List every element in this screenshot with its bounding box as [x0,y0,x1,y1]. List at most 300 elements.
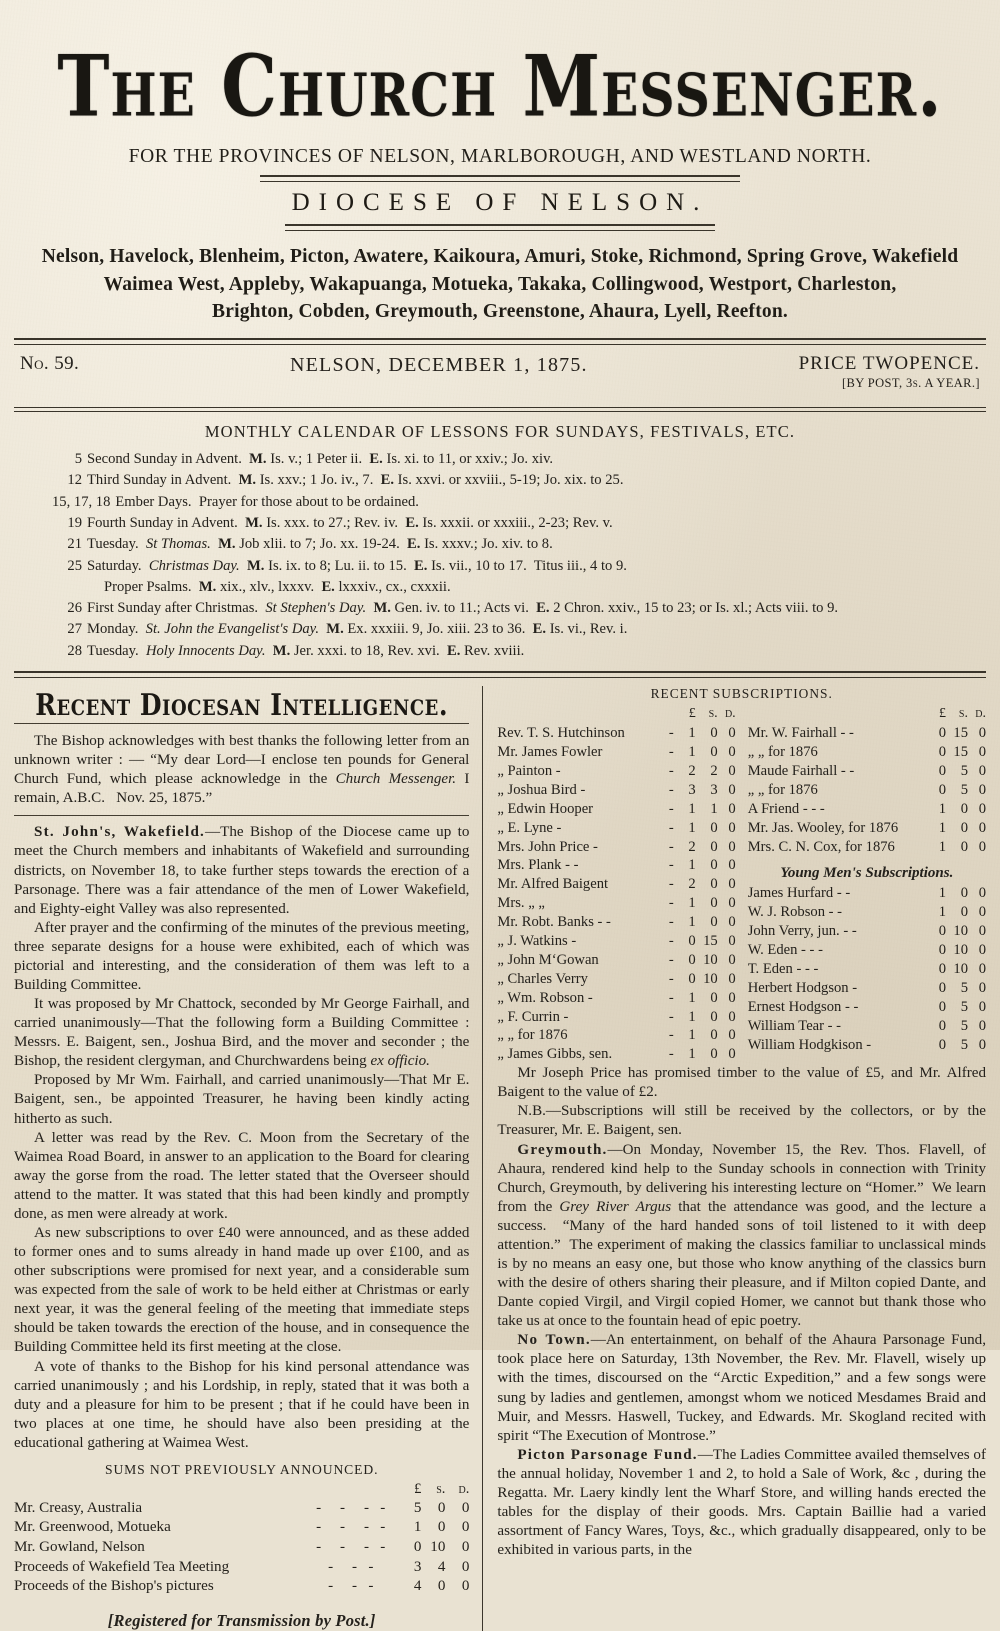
calendar-text: Fourth Sunday in Advent. M. Is. xxx. to 27.; Rev. iv. E. Is. xxxii. or xxxiii., 2-23; Rev. v. [87,514,613,531]
subs-pounds: 0 [688,951,696,968]
subs-header-row-2 [748,705,986,724]
issue-divider [14,407,986,412]
subs-col-pence: d. [724,706,736,722]
subs-pounds: 1 [688,857,696,874]
ym-shillings: 0 [960,904,968,921]
ym-pounds: 0 [938,942,946,959]
sums-heading-row [14,1462,469,1478]
subs-pence: 0 [728,838,736,855]
wakefield-para-1: —The Bishop of the Diocese came up to meet the Church members and inhabitants of Wakefield and surrounding districts, on November 18, to take further steps towards the erection of a Parsonage. There was a fair attendance of the men of Lower Wakefield, and Eighty-eight Valley was also represented. [14,824,470,917]
locality-line: Nelson, Havelock, Blenheim, Picton, Awatere, Kaikoura, Amuri, Stoke, Richmond, Spring Grove, Wakefield [41,246,959,267]
young-mens-table [748,884,986,1054]
subs-pence: 0 [728,932,736,949]
subs-pounds: 1 [688,1008,696,1025]
subs-pounds: 0 [688,932,696,949]
ym-name: James Hurfard - - [747,885,851,902]
ym-shillings: 0 [960,885,968,902]
table-row [748,743,986,762]
ym-name: John Verry, jun. - - [747,923,857,940]
issue-number: No. 59. [20,353,80,375]
calendar-row [52,619,986,640]
subs-pence: 0 [728,762,736,779]
table-row [497,894,735,913]
subs-leader: - [668,951,674,968]
subs2-col-pence: d. [975,706,986,722]
table-row [748,819,986,838]
subs-shillings: 5 [960,781,968,798]
sums-pence: 0 [461,1558,470,1575]
subs-name: „ „ for 1876 [747,744,818,761]
subs-shillings: 0 [960,838,968,855]
sums-pounds: 0 [413,1538,422,1555]
table-row [748,979,986,998]
subs-shillings: 0 [960,800,968,817]
calendar-text: Proper Psalms. M. xix., xlv., lxxxv. E. lxxxiv., cx., cxxxii. [104,578,451,595]
subs-name: Mrs. Plank - - [497,857,579,874]
masthead-divider-1 [260,175,740,182]
subs-col-pounds: £ [688,706,696,722]
subs-leader: - [668,838,674,855]
picton-article [497,1446,986,1560]
calendar-text: Saturday. Christmas Day. M. Is. ix. to 8; Lu. ii. to 15. E. Is. vii., 10 to 17. Titus iii., 4 to 9. [87,557,627,574]
sums-shillings: 10 [430,1538,446,1555]
table-row [748,838,986,857]
sums-leader: - - - - [316,1538,386,1555]
subscriptions-heading: RECENT SUBSCRIPTIONS. [650,686,833,702]
subs-pence: 0 [728,951,736,968]
calendar-day: 26 [67,600,82,617]
subs-leader: - [668,781,674,798]
subs-header-row [497,705,735,724]
table-row [497,762,735,781]
subs-leader: - [668,762,674,779]
subs-shillings: 0 [710,1027,718,1044]
subs-pounds: 1 [938,838,946,855]
sums-pounds: 5 [413,1499,422,1516]
subs-shillings: 3 [710,781,718,798]
sums-pounds: 1 [413,1519,422,1536]
subs-pounds: 1 [688,800,696,817]
ym-pence: 0 [978,960,986,977]
wakefield-para-5: A letter was read by the Rev. C. Moon from the Secretary of the Waimea Road Board, in answer to an application to the Board for clearing away the gorse from the road. The letter stated that the Overseer should attend to the matter. It was stated that this had been kindly and promptly done, as men were already at work. [14,1129,470,1222]
subs-leader: - [668,989,674,1006]
subs-shillings: 0 [710,857,718,874]
subs-pence: 0 [978,725,986,742]
left-section-rule [14,815,469,816]
sums-name: Mr. Creasy, Australia [14,1499,143,1516]
table-row [748,903,986,922]
calendar-row [52,598,986,619]
subs-pounds: 0 [938,725,946,742]
body-columns [14,686,986,1631]
subs-pence: 0 [728,744,736,761]
table-row [497,838,735,857]
wakefield-heading: St. John's, Wakefield. [34,824,206,841]
calendar-day: 12 [67,472,82,489]
table-row [748,1036,986,1055]
locality-line: Brighton, Cobden, Greymouth, Greenstone, Ahaura, Lyell, Reefton. [212,301,788,323]
subs-pence: 0 [978,819,986,836]
subs-name: Mr. James Fowler [497,744,603,761]
masthead-divider-3 [14,338,986,345]
wakefield-para-2: After prayer and the confirming of the minutes of the previous meeting, three separate designs for a house were exhibited, each of which was pictorial and interesting, and the consideration of them was left to a Building Committee. [14,919,470,993]
subs-name: Mrs. C. N. Cox, for 1876 [747,838,895,855]
sums-col-pence: d. [458,1480,470,1497]
subs-shillings: 0 [710,914,718,931]
issue-place-date: NELSON, DECEMBER 1, 1875. [289,354,588,377]
subs-pence: 0 [728,895,736,912]
subs-name: „ Edwin Hooper [497,800,594,817]
ym-shillings: 10 [953,960,968,977]
subs-pounds: 1 [938,819,946,836]
subs-shillings: 0 [710,989,718,1006]
subs-name: „ James Gibbs, sen. [497,1046,613,1063]
table-row [748,922,986,941]
masthead [14,0,986,345]
sums-table [14,1480,469,1597]
subs-leader: - [668,876,674,893]
subs-pence: 0 [728,1046,736,1063]
sums-shillings: 0 [437,1578,446,1595]
calendar-row [52,449,986,470]
ym-pounds: 1 [938,885,946,902]
ym-shillings: 10 [953,923,968,940]
calendar-text: Third Sunday in Advent. M. Is. xxv.; 1 Jo. iv., 7. E. Is. xxvi. or xxviii., 5-19; Jo. xix. to 25. [87,472,624,489]
subs-pounds: 1 [688,1027,696,1044]
subs-name: Mr. W. Fairhall - - [747,725,854,742]
sums-name: Mr. Greenwood, Motueka [14,1519,171,1536]
ym-pounds: 1 [938,904,946,921]
ym-pence: 0 [978,1017,986,1034]
young-mens-heading: Young Men's Subscriptions. [780,865,954,882]
table-row [748,960,986,979]
issue-line [14,345,986,395]
subs-name: Mr. Alfred Baigent [497,876,609,893]
subs-pence: 0 [978,781,986,798]
ym-pence: 0 [978,885,986,902]
left-column-title: Recent Diocesan Intelligence. [35,688,449,723]
subs-name: Mrs. „ „ [497,895,545,912]
ym-pence: 0 [978,998,986,1015]
calendar-list [14,449,986,662]
table-row [748,1017,986,1036]
subs-pence: 0 [978,762,986,779]
calendar-day: 19 [67,514,82,531]
subs-pounds: 0 [688,970,696,987]
no-town-heading: No Town. [517,1332,591,1349]
sums-col-pounds: £ [414,1480,422,1497]
subs-name: „ F. Currin - [497,1008,569,1025]
subs-leader: - [668,1008,674,1025]
subs-pence: 0 [728,1027,736,1044]
subs-pence: 0 [978,838,986,855]
sums-pence: 0 [461,1578,470,1595]
table-row [497,913,735,932]
table-row [497,989,735,1008]
table-row [748,998,986,1017]
subs-name: A Friend - - - [747,800,825,817]
subs-pence: 0 [978,800,986,817]
table-row [497,724,735,743]
subs-name: „ Joshua Bird - [497,781,586,798]
sums-leader: - - - - [316,1499,386,1516]
subs-pence: 0 [978,744,986,761]
subs-name: „ „ for 1876 [747,781,818,798]
calendar-day: 25 [67,557,82,574]
sums-name: Proceeds of Wakefield Tea Meeting [14,1558,230,1575]
subs-leader: - [668,1027,674,1044]
calendar-day: 5 [74,451,82,468]
sums-shillings: 0 [437,1519,446,1536]
ym-name: William Tear - - [747,1017,842,1034]
subs-leader: - [668,1046,674,1063]
masthead-divider-2 [285,224,715,231]
sums-leader: - - - - [316,1519,386,1536]
subs-pounds: 1 [688,1046,696,1063]
calendar-row [52,556,986,577]
left-column [14,686,482,1631]
subs-pounds: 1 [688,744,696,761]
sums-pounds: 3 [413,1558,422,1575]
ym-name: W. Eden - - - [747,942,823,959]
table-row [748,762,986,781]
subs-name: Mr. Robt. Banks - - [497,914,611,931]
no-town-text: —An entertainment, on behalf of the Ahaura Parsonage Fund, took place here on Saturday, 13th November, the Rev. Mr. Flavell, wisely up with the times, discoursed on the “Arctic Expedition,” and a few songs were sung by ladies and gentlemen, amongst whom we noticed Mesdames Braid and Muir, and Messrs. Haswell, Tuckey, and Edwards. Mr. Skogland recited with spirit “The Execution of Montrose.” [497,1332,986,1444]
subs-name: „ Wm. Robson - [497,989,593,1006]
calendar-day: 27 [67,621,82,638]
sums-leader: - - - [328,1558,374,1575]
table-row [14,1577,469,1597]
issue-price: PRICE TWOPENCE. [798,353,980,375]
sums-name: Proceeds of the Bishop's pictures [14,1578,214,1595]
subs-pence: 0 [728,970,736,987]
masthead-provinces: FOR THE PROVINCES OF NELSON, MARLBOROUGH, AND WESTLAND NORTH. [128,146,872,167]
subs-leader: - [668,800,674,817]
table-row [497,856,735,875]
subs-shillings: 0 [710,838,718,855]
sums-pence: 0 [461,1519,470,1536]
subs-pounds: 2 [688,838,696,855]
table-row [748,724,986,743]
ym-name: William Hodgkison - [747,1036,872,1053]
subs-pounds: 1 [938,800,946,817]
ym-name: T. Eden - - - [747,960,819,977]
masthead-diocese: DIOCESE OF NELSON. [291,189,709,216]
sums-header-row [14,1480,469,1499]
table-row [497,1045,735,1064]
subs-shillings: 0 [710,725,718,742]
ym-shillings: 10 [953,942,968,959]
calendar-divider [14,671,986,678]
subs-pounds: 1 [688,819,696,836]
subscriptions-table-left [497,705,735,1064]
table-row [497,932,735,951]
calendar-row [52,577,986,598]
calendar-day: 21 [67,536,82,553]
wakefield-para-4: Proposed by Mr Wm. Fairhall, and carried unanimously—That Mr E. Baigent, sen., be appointed Treasurer, he having been kindly acting hitherto as such. [14,1072,470,1127]
subs-shillings: 0 [710,895,718,912]
subs-shillings: 0 [710,876,718,893]
subs-leader: - [668,895,674,912]
subs-shillings: 1 [710,800,718,817]
sums-name: Mr. Gowland, Nelson [14,1538,145,1555]
subs-name: „ „ for 1876 [497,1027,568,1044]
subs-name: Rev. T. S. Hutchinson [497,725,625,742]
subs-shillings: 15 [953,744,968,761]
subs-pounds: 2 [688,762,696,779]
right-column [482,686,986,1631]
calendar-row [52,470,986,491]
picton-text: —The Ladies Committee availed themselves of the annual holiday, November 1 and 2, to hold a Sale of Work, &c , during the Regatta. Mr. Laery kindly lent the Wharf Store, and willing hands erected the tables for the display of their goods. Mrs. Captain Baillie had a varied assortment of Fancy Wares, Toys, &c., which gradually disappeared, only to be exhibited in various parts, in the [497,1446,987,1559]
subs-pence: 0 [728,819,736,836]
subs-pence: 0 [728,781,736,798]
ym-pence: 0 [978,1036,986,1053]
calendar-text: Tuesday. St Thomas. M. Job xlii. to 7; Jo. xx. 19-24. E. Is. xxxv.; Jo. xiv. to 8. [87,536,553,553]
subs-shillings: 0 [710,744,718,761]
subs-pounds: 1 [688,725,696,742]
ym-pounds: 0 [938,1036,946,1053]
ym-pounds: 0 [938,923,946,940]
wakefield-para-3: It was proposed by Mr Chattock, seconded by Mr George Fairhall, and carried unanimously—That the following form a Building Committee : Messrs. E. Baigent, sen., Joshua Bird, and the mover and seconder ; the Bishop, the resident clergyman, and Churchwardens being ex officio. [14,996,470,1070]
subs-shillings: 0 [710,819,718,836]
table-row [497,951,735,970]
subs2-col-shillings: s. [958,706,968,722]
subs-pounds: 1 [688,895,696,912]
subs-name: „ J. Watkins - [497,932,577,949]
subs-shillings: 2 [710,762,718,779]
ym-pence: 0 [978,923,986,940]
subs-leader: - [668,970,674,987]
nb-note: N.B.—Subscriptions will still be received by the collectors, or by the Treasurer, Mr. E. Baigent, sen. [497,1103,986,1139]
wakefield-para-7: A vote of thanks to the Bishop for his kind personal attendance was carried unanimously ; and his Lordship, in reply, stated that it was both a duty and a pleasure for him to be present ; that if he could have been in two places at one time, he should have also been presiding at the educational gathering at Waimea West. [14,1358,470,1451]
subscriptions-right-half [736,705,986,1064]
subs-leader: - [668,857,674,874]
calendar-day: 15, 17, 18 [52,493,111,510]
calendar-heading: MONTHLY CALENDAR OF LESSONS FOR SUNDAYS, FESTIVALS, ETC. [204,422,796,442]
table-row [748,941,986,960]
sums-heading: SUMS NOT PREVIOUSLY ANNOUNCED. [105,1461,379,1477]
subs-pence: 0 [728,914,736,931]
subs-shillings: 0 [710,1046,718,1063]
subs-name: „ John M‘Gowan [497,951,599,968]
calendar-text: Ember Days. Prayer for those about to be ordained. [115,493,419,510]
timber-note: Mr Joseph Price has promised timber to the value of £5, and Mr. Alfred Baigent to the value of £2. [497,1065,986,1101]
ym-name: Ernest Hodgson - - [747,998,859,1015]
table-row [497,875,735,894]
table-row [497,1026,735,1045]
table-row [497,819,735,838]
subs-leader: - [668,725,674,742]
subs-shillings: 5 [960,762,968,779]
issue-price-note: [BY POST, 3s. A YEAR.] [841,376,980,391]
subs-pence: 0 [728,1008,736,1025]
subs-name: Mr. Jas. Wooley, for 1876 [747,819,899,836]
calendar-row [52,534,986,555]
subs-leader: - [668,932,674,949]
sums-col-shillings: s. [436,1480,446,1497]
table-row [14,1518,469,1538]
sums-pence: 0 [461,1538,470,1555]
table-row [14,1538,469,1558]
subs2-col-pounds: £ [938,706,946,722]
subs-leader: - [668,914,674,931]
ym-shillings: 5 [960,1036,968,1053]
calendar-row [52,513,986,534]
wakefield-article [14,823,469,918]
subs-pence: 0 [728,725,736,742]
subs-pounds: 0 [938,762,946,779]
ym-shillings: 5 [960,998,968,1015]
table-row [748,781,986,800]
no-town-article [497,1331,986,1445]
sums-pence: 0 [461,1499,470,1516]
ym-name: W. J. Robson - - [747,904,843,921]
sums-shillings: 4 [437,1558,446,1575]
bishop-acknowledgement: The Bishop acknowledges with best thanks the following letter from an unknown writer : — “My dear Lord—I enclose ten pounds for General Church Fund, which please acknowledge in the Church Messenger. I remain, A.B.C. Nov. 25, 1875.” [14,733,470,807]
locality-line: Waimea West, Appleby, Wakapuanga, Motueka, Takaka, Collingwood, Westport, Charleston, [103,273,897,295]
subs-shillings: 10 [703,951,718,968]
table-row [14,1499,469,1519]
subs-name: „ E. Lyne - [497,819,562,836]
table-row [748,884,986,903]
calendar-text: Tuesday. Holy Innocents Day. M. Jer. xxxi. to 18, Rev. xvi. E. Rev. xviii. [87,642,525,659]
ym-pence: 0 [978,979,986,996]
calendar-row [52,492,986,513]
registered-notice: [Registered for Transmission by Post.] [107,1610,376,1630]
table-row [497,970,735,989]
subs-pounds: 0 [938,744,946,761]
ym-pence: 0 [978,904,986,921]
subs-pence: 0 [728,800,736,817]
subscriptions-left-half [497,705,735,1064]
ym-pounds: 0 [938,998,946,1015]
subs-pounds: 2 [688,876,696,893]
subs-pounds: 0 [938,781,946,798]
sums-pounds: 4 [413,1578,422,1595]
subs-pounds: 1 [688,989,696,1006]
subs-name: Mrs. John Price - [497,838,598,855]
subs-shillings: 0 [710,1008,718,1025]
ym-pounds: 0 [938,960,946,977]
greymouth-article: Greymouth.—On Monday, November 15, the Rev. Thos. Flavell, of Ahaura, rendered kind help to the Sunday schools in connection with Trinity Church, Greymouth, by delivering his interesting lecture on “Homer.” We learn from the Grey River Argus that the attendance was good, and the lecture a success. “Many of the hard handed sons of toil listened to it with deep attention.” The experiment of making the classics familiar to unclassical minds is by no means an easy one, but those who know anything of the classics burn with the desire of others sharing their pleasure, and if Milton copied Dante, and Dante copied Virgil, and Virgil copied Homer, we cannot but thank those who take us at once to the fountain head of epic poetry. [497,1141,987,1330]
ym-shillings: 5 [960,979,968,996]
calendar-text: First Sunday after Christmas. St Stephen's Day. M. Gen. iv. to 11.; Acts vi. E. 2 Chron. xxiv., 15 to 23; or Is. xl.; Acts viii. to 9. [87,600,839,617]
subs-pence: 0 [728,857,736,874]
table-row [497,800,735,819]
left-title-rule [14,723,469,724]
subs-leader: - [668,819,674,836]
subs-shillings: 15 [953,725,968,742]
sums-shillings: 0 [437,1499,446,1516]
subs-col-shillings: s. [708,706,718,722]
ym-shillings: 5 [960,1017,968,1034]
calendar-day: 28 [67,642,82,659]
greymouth-heading: Greymouth. [517,1141,608,1158]
sums-leader: - - - [328,1578,374,1595]
subs-pence: 0 [728,876,736,893]
subs-name: Maude Fairhall - - [747,762,855,779]
subs-name: „ Charles Verry [497,970,588,987]
calendar-text: Second Sunday in Advent. M. Is. v.; 1 Peter ii. E. Is. xi. to 11, or xxiv.; Jo. xiv. [87,451,554,468]
subs-shillings: 10 [703,970,718,987]
issue-price-block [799,353,980,391]
calendar-row [52,641,986,662]
subs-name: „ Painton - [497,762,561,779]
subscriptions-table-right [748,705,986,856]
subs-pounds: 3 [688,781,696,798]
ym-pounds: 0 [938,979,946,996]
ym-pounds: 0 [938,1017,946,1034]
